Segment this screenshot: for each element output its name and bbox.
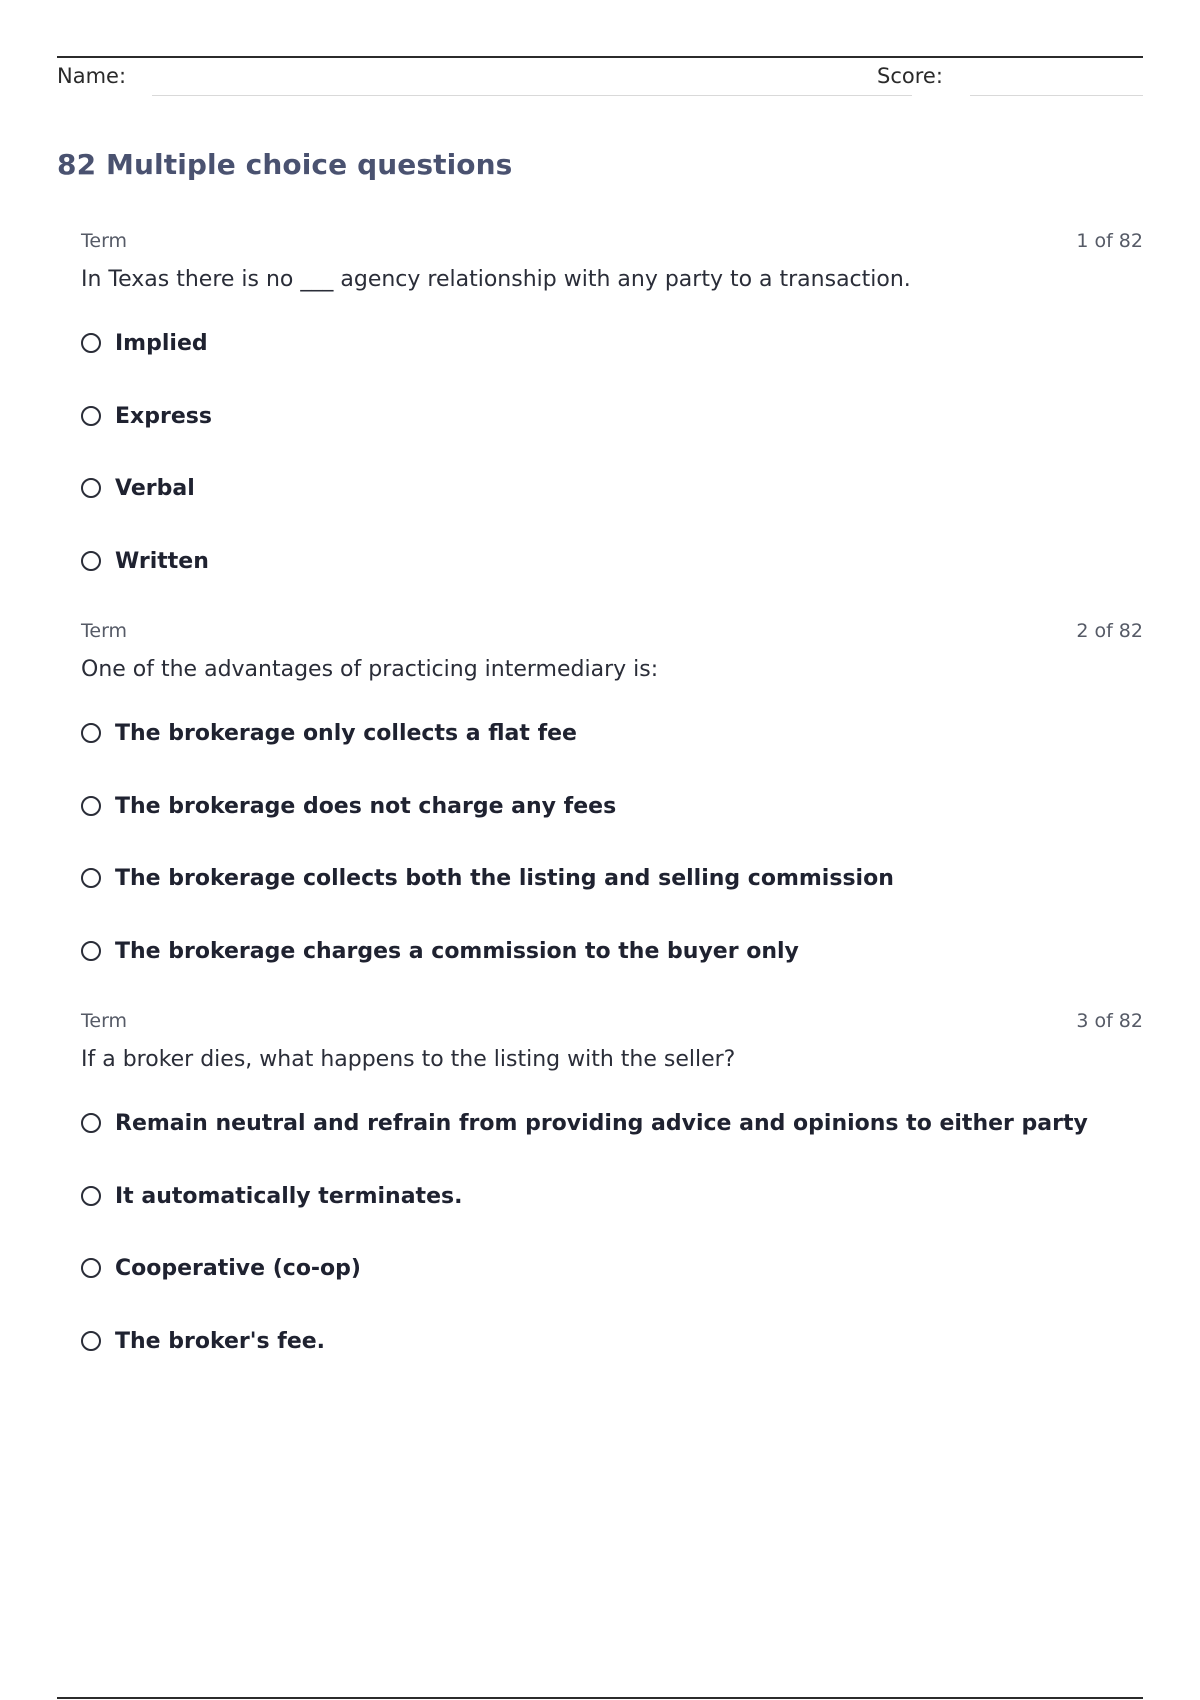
- radio-button-icon[interactable]: [81, 406, 101, 426]
- bottom-rule: [57, 1697, 1143, 1699]
- radio-button-icon[interactable]: [81, 1113, 101, 1133]
- question-counter: 1 of 82: [1076, 230, 1143, 252]
- answer-option[interactable]: [81, 546, 1143, 576]
- answer-option[interactable]: [81, 936, 1143, 966]
- answer-option[interactable]: [81, 863, 1143, 893]
- question-prompt: In Texas there is no ___ agency relationship with any party to a transaction.: [81, 267, 911, 292]
- answer-option-label: The brokerage collects both the listing and selling commission: [115, 865, 894, 891]
- answer-option[interactable]: [81, 1326, 1143, 1356]
- answer-option-label: Cooperative (co-op): [115, 1255, 361, 1281]
- section-title: 82 Multiple choice questions: [57, 148, 513, 181]
- header-row: [57, 58, 1143, 98]
- question-prompt: One of the advantages of practicing intermediary is:: [81, 657, 659, 682]
- question-term-label: Term: [81, 1010, 128, 1032]
- name-field-line[interactable]: [152, 95, 912, 96]
- radio-button-icon[interactable]: [81, 1331, 101, 1351]
- radio-button-icon[interactable]: [81, 796, 101, 816]
- question-prompt: If a broker dies, what happens to the listing with the seller?: [81, 1047, 736, 1072]
- answer-option[interactable]: [81, 401, 1143, 431]
- radio-button-icon[interactable]: [81, 551, 101, 571]
- answer-option-label: Express: [115, 403, 212, 429]
- radio-button-icon[interactable]: [81, 868, 101, 888]
- answer-option[interactable]: [81, 1253, 1143, 1283]
- answer-option[interactable]: [81, 791, 1143, 821]
- answer-option-label: The brokerage only collects a flat fee: [115, 720, 577, 746]
- question-counter: 2 of 82: [1076, 620, 1143, 642]
- radio-button-icon[interactable]: [81, 723, 101, 743]
- answer-option-label: It automatically terminates.: [115, 1183, 463, 1209]
- answer-option[interactable]: [81, 473, 1143, 503]
- answer-option-label: The brokerage does not charge any fees: [115, 793, 617, 819]
- radio-button-icon[interactable]: [81, 333, 101, 353]
- answer-option-label: The brokerage charges a commission to the buyer only: [115, 938, 799, 964]
- answer-option[interactable]: [81, 1181, 1143, 1211]
- question-term-label: Term: [81, 620, 128, 642]
- radio-button-icon[interactable]: [81, 478, 101, 498]
- answer-option-label: The broker's fee.: [115, 1328, 326, 1354]
- answer-option[interactable]: [81, 718, 1143, 748]
- answer-option-label: Verbal: [115, 475, 195, 501]
- answer-option-label: Remain neutral and refrain from providing advice and opinions to either party: [115, 1110, 1088, 1136]
- answer-option-label: Written: [115, 548, 209, 574]
- question-counter: 3 of 82: [1076, 1010, 1143, 1032]
- radio-button-icon[interactable]: [81, 1258, 101, 1278]
- score-label: Score:: [877, 64, 943, 88]
- score-field-line[interactable]: [970, 95, 1143, 96]
- worksheet-page: [57, 0, 1143, 1700]
- name-label: Name:: [57, 64, 127, 88]
- answer-option[interactable]: [81, 1108, 1143, 1138]
- answer-option[interactable]: [81, 328, 1143, 358]
- radio-button-icon[interactable]: [81, 1186, 101, 1206]
- answer-option-label: Implied: [115, 330, 208, 356]
- radio-button-icon[interactable]: [81, 941, 101, 961]
- question-term-label: Term: [81, 230, 128, 252]
